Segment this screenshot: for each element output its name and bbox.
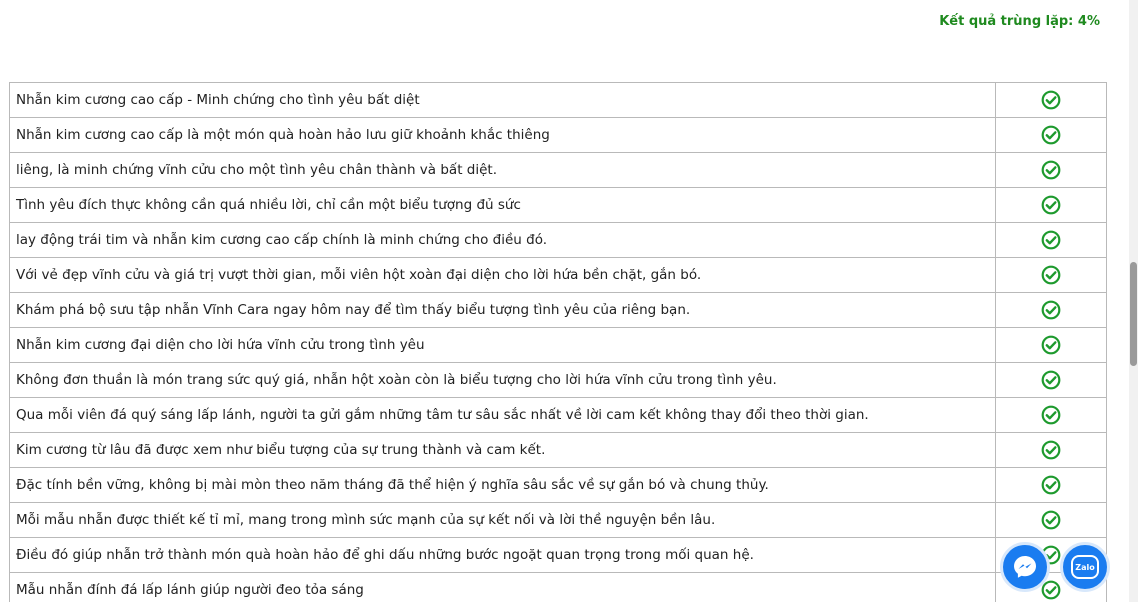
table-row bbox=[10, 223, 1107, 258]
status-cell bbox=[996, 398, 1107, 433]
status-cell bbox=[996, 223, 1107, 258]
table-row bbox=[10, 503, 1107, 538]
sentence-cell: Đặc tính bền vững, không bị mài mòn theo năm tháng đã thể hiện ý nghĩa sâu sắc về sự gắn bó và chung thủy. bbox=[10, 468, 996, 503]
zalo-button[interactable] bbox=[1060, 542, 1110, 592]
status-cell bbox=[996, 363, 1107, 398]
table-row bbox=[10, 153, 1107, 188]
messenger-button[interactable] bbox=[1000, 542, 1050, 592]
status-cell bbox=[996, 153, 1107, 188]
status-cell bbox=[996, 468, 1107, 503]
duplicate-result-summary bbox=[939, 14, 1100, 29]
unique-check-icon bbox=[1041, 265, 1061, 285]
unique-check-icon bbox=[1041, 405, 1061, 425]
status-cell bbox=[996, 258, 1107, 293]
status-cell bbox=[996, 328, 1107, 363]
table-row bbox=[10, 293, 1107, 328]
zalo-icon bbox=[1071, 555, 1099, 579]
sentence-cell: Nhẫn kim cương cao cấp là một món quà hoàn hảo lưu giữ khoảnh khắc thiêng bbox=[10, 118, 996, 153]
unique-check-icon bbox=[1041, 300, 1061, 320]
scrollbar-track[interactable] bbox=[1129, 0, 1138, 602]
table-row bbox=[10, 258, 1107, 293]
unique-check-icon bbox=[1041, 370, 1061, 390]
unique-check-icon bbox=[1041, 475, 1061, 495]
sentence-cell: Nhẫn kim cương cao cấp - Minh chứng cho tình yêu bất diệt bbox=[10, 83, 996, 118]
sentence-cell: Tình yêu đích thực không cần quá nhiều lời, chỉ cần một biểu tượng đủ sức bbox=[10, 188, 996, 223]
status-cell bbox=[996, 188, 1107, 223]
status-cell bbox=[996, 83, 1107, 118]
sentence-cell: Kim cương từ lâu đã được xem như biểu tượng của sự trung thành và cam kết. bbox=[10, 433, 996, 468]
results-table-body bbox=[10, 83, 1107, 602]
table-row bbox=[10, 398, 1107, 433]
duplicate-result-label: Kết quả trùng lặp: bbox=[939, 14, 1074, 29]
sentence-cell: Với vẻ đẹp vĩnh cửu và giá trị vượt thời gian, mỗi viên hột xoàn đại diện cho lời hứa bền chặt, gắn bó. bbox=[10, 258, 996, 293]
unique-check-icon bbox=[1041, 90, 1061, 110]
table-row bbox=[10, 328, 1107, 363]
status-cell bbox=[996, 293, 1107, 328]
sentence-cell: Qua mỗi viên đá quý sáng lấp lánh, người ta gửi gắm những tâm tư sâu sắc nhất về lời cam kết không thay đổi theo thời gian. bbox=[10, 398, 996, 433]
table-row bbox=[10, 83, 1107, 118]
unique-check-icon bbox=[1041, 510, 1061, 530]
status-cell bbox=[996, 118, 1107, 153]
sentence-cell: Điều đó giúp nhẫn trở thành món quà hoàn hảo để ghi dấu những bước ngoặt quan trọng trong mối quan hệ. bbox=[10, 538, 996, 573]
unique-check-icon bbox=[1041, 160, 1061, 180]
sentence-cell: Mỗi mẫu nhẫn được thiết kế tỉ mỉ, mang trong mình sức mạnh của sự kết nối và lời thề nguyện bền lâu. bbox=[10, 503, 996, 538]
status-cell bbox=[996, 503, 1107, 538]
unique-check-icon bbox=[1041, 195, 1061, 215]
table-row bbox=[10, 538, 1107, 573]
sentence-cell: liêng, là minh chứng vĩnh cửu cho một tình yêu chân thành và bất diệt. bbox=[10, 153, 996, 188]
table-row bbox=[10, 468, 1107, 503]
table-row bbox=[10, 573, 1107, 602]
table-row bbox=[10, 363, 1107, 398]
sentence-cell: Mẫu nhẫn đính đá lấp lánh giúp người đeo tỏa sáng bbox=[10, 573, 996, 602]
scrollbar-thumb[interactable] bbox=[1130, 262, 1137, 366]
table-row bbox=[10, 188, 1107, 223]
zalo-label: Zalo bbox=[1075, 562, 1095, 572]
table-row bbox=[10, 433, 1107, 468]
results-table bbox=[9, 82, 1107, 602]
table-row bbox=[10, 118, 1107, 153]
messenger-icon bbox=[1011, 553, 1039, 581]
sentence-cell: lay động trái tim và nhẫn kim cương cao cấp chính là minh chứng cho điều đó. bbox=[10, 223, 996, 258]
unique-check-icon bbox=[1041, 440, 1061, 460]
unique-check-icon bbox=[1041, 580, 1061, 600]
duplicate-result-value: 4% bbox=[1077, 14, 1100, 29]
sentence-cell: Nhẫn kim cương đại diện cho lời hứa vĩnh cửu trong tình yêu bbox=[10, 328, 996, 363]
unique-check-icon bbox=[1041, 335, 1061, 355]
sentence-cell: Khám phá bộ sưu tập nhẫn Vĩnh Cara ngay hôm nay để tìm thấy biểu tượng tình yêu của riêng bạn. bbox=[10, 293, 996, 328]
unique-check-icon bbox=[1041, 125, 1061, 145]
unique-check-icon bbox=[1041, 230, 1061, 250]
status-cell bbox=[996, 433, 1107, 468]
sentence-cell: Không đơn thuần là món trang sức quý giá, nhẫn hột xoàn còn là biểu tượng cho lời hứa vĩnh cửu trong tình yêu. bbox=[10, 363, 996, 398]
results-table-container bbox=[9, 82, 1100, 602]
